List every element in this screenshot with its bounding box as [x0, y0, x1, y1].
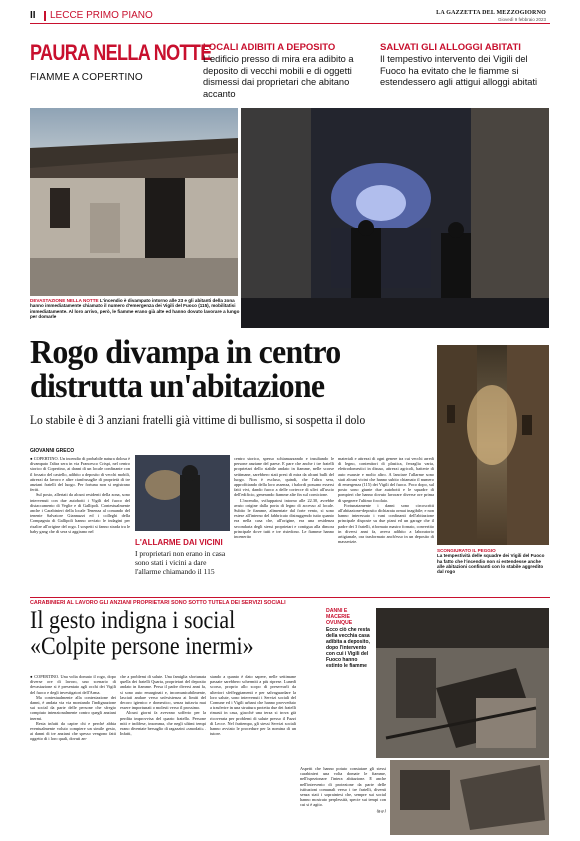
- article1-col2-p1: centro storico, spesso schiamazzando e insultando le persone anziane del paese. E pare che anche i tre fratelli proprietari dello stabile andato in fiamme, nelle scorse settimane, sarebbero stati presi di mira da alcuni bulli del luogo. Non è escluso, quindi, che l'altra sera, approfittando della loro assenza, i balordi possano essersi fatti vivi, dando fuoco a delle cortecce di ulivi all'uscio dell'edificio, generando fiamme alte fin sul cornicione.: [234, 456, 334, 498]
- article2-col1: [30, 674, 116, 742]
- box-salvati-text: Il tempestivo intervento dei Vigili del Fuoco ha evitato che le fiamme si estendessero agli attigui alloggi abitati: [380, 54, 538, 87]
- photo3-caption-text: La tempestività delle squadre dei Vigili del Fuoco ha fatto che l'incendio non si estendesse anche alle abitazioni confinanti con lo stabile aggredito dal rogo: [437, 553, 545, 575]
- section-title: LECCE PRIMO PIANO: [50, 10, 153, 21]
- article1-col1-p1: ● COPERTINO. Un incendio di probabile natura dolosa è divampato l'altra sera in via Francesco Crispi, nel centro storico di Copertino, ai danni di un locale confinante con il fossato del castello, adibito a deposito di vecchi mobili, attrezzi da lavoro e altre cianfrusaglie di proprietà di tre anziani fratelli del luogo. Per fortuna non si registrano feriti.: [30, 456, 130, 493]
- headline2: [30, 608, 370, 660]
- headline2-line1: Il gesto indigna i social: [30, 607, 236, 634]
- box-allarme: [135, 538, 230, 576]
- section-divider-line: [30, 597, 550, 598]
- photo1-caption-text: L'incendio è divampato intorno alle 23 e gli abitanti della zona hanno immediatamente chiamato il numero d'emergenza dei Vigili del Fuoco (115), mobilitatisi immediatamente. Al loro arrivo, però, le fiamme erano già alte ed hanno dovuto lavorare a lungo per domarle: [30, 298, 240, 319]
- article2-signature: (g.g.): [376, 807, 386, 813]
- kicker-subtitle: FIAMME A COPERTINO: [30, 72, 143, 83]
- rubble-bottom-illustration: [390, 760, 549, 835]
- article2-col2: [120, 674, 206, 736]
- main-deck: Lo stabile è di 3 anziani fratelli già vittime di bullismo, si sospetta il dolo: [30, 412, 366, 427]
- paper-name: LA GAZZETTA DEL MEZZOGIORNO: [436, 10, 546, 16]
- photo3-caption-label: SCONGIURATO IL PEGGIO: [437, 548, 496, 553]
- byline: GIOVANNI GRECO: [30, 448, 75, 454]
- article2-col4-p1: Aspetti che hanno potuto constatare gli stessi carabinieri una volta domate le fiamme, nell'ispezionare l'intera abitazione. E anche nell'intervento di protezione da parte delle istituzioni comunali verso i tre fratelli, diventi senza stati i sopraintesi che, sempre sui social hanno mostrato perplessità, specie sui tempi con cui si è agito.: [300, 766, 386, 808]
- night-street-illustration: [241, 108, 549, 328]
- alley-illustration: [437, 345, 549, 545]
- article2-col2-p2: Alcuni giorni fa avevano sofferto per la perdita improvvisa del quarto fratello. Persone miti e indifese, insomma, che negli ultimi tempi erano diventate bersaglio di ragazzini «smodati» . Infatti,: [120, 710, 206, 737]
- article1-col1: [30, 456, 130, 534]
- box-salvati-title: SALVATI GLI ALLOGGI ABITATI: [380, 42, 521, 53]
- article2-col1-p3: Resta infatti da capire chi e perché abbia eventualmente voluto compiere un simile gesto, ai danni di tre anziani che spesso vengono fatti oggetto di i loro quali, dovuti an-: [30, 720, 116, 742]
- box-salvati: [380, 42, 552, 89]
- main-headline-line1: Rogo divampa in centro: [30, 334, 341, 371]
- box-locali-text: L'edificio presso di mira era adibito a deposito di vecchi mobili e di oggetti dismessi dai proprietari che abitano accanto: [203, 54, 354, 99]
- article2-col3-p1: stando a quanto è dato sapere, nelle settimane passate sarebbero schermiti a più riprese. Lunedì scorso, proprio allo scopo di preservarli da ulteriori sfeffeggiamenti e per salvaguardare la loro salute, sono intervenuti i Servizi sociali del Comune ed i Vigili urbani che hanno provveduto a trasferire in una struttura protetta due dei fratelli rimasti in casa, giacché una terza si trova già ricoverata per problemi di salute presso il Fazzi di Lecce. Nel frattempo, gli stessi Servizi sociali hanno avviato le procedure per la nomina di un tutore.: [210, 674, 296, 737]
- box-locali-title: LOCALI ADIBITI A DEPOSITO: [203, 42, 336, 53]
- article1-col1-p2: Sul posto, allertati da alcuni residenti della zona, sono intervenuti con due autobotti i Vigili del fuoco del distaccamento di Veglie e di Gallipoli. Contestualmente anche i Carabinieri della locale Tenenza al comando del tenente Salvatore Giannuzzi ed i colleghi della Compagnia di Gallipoli hanno avviato le indagini per risalire all'origine del rogo. I sospetti si fanno strada tra le baby gang che di sera si aggirano nel: [30, 492, 130, 534]
- box-allarme-title: L'ALLARME DAI VICINI: [135, 538, 223, 547]
- main-headline-line2: distrutta un'abitazione: [30, 368, 325, 405]
- photo-alley-smoke: [437, 345, 549, 545]
- photo1-caption: [30, 298, 240, 319]
- article2-col3: [210, 674, 296, 736]
- article2-col1-p1: ● COPERTINO. Una volta domato il rogo, dopo diverse ore di lavoro, uno scenario di devastazione si è presentato agli occhi dei Vigili del fuoco e degli investigatori dell'Arma.: [30, 674, 116, 695]
- article1-col2-p2: L'incendio, sviluppatosi intorno alle 22.30, avrebbe avuto origine dalla porta di legno di accesso al locale. Subito le fiamme, alimentate dal forte vento, si sono estese all'interno del fabbricato distruggendo tutto quanto era nella casa che, all'origine, era una residenza secondaria degli stessi proprietari e contigua alla dimora principale dove tutti e tre risiedono. Le fiamme hanno incenerito: [234, 497, 334, 540]
- burnt-building-illustration: [30, 108, 238, 296]
- article2-col2-p1: che a problemi di salute. Una famiglia sfortunata quella dei fratelli Quarta, proprietari del deposito andato in fiamme. Persa il padre diversi anni fa, si sono auto emarginati e, incomunicabilmente, lasciati andare verso un'esistenza ai limiti del decoro igienico e domestico, senza tuttavia mai essere importunati o molesti verso il prossimo.: [120, 674, 206, 711]
- article1-col3-p2: Fortunatamente i danni sono circoscritti all'abitazione-deposito dichiarata ormai inagibile; e non hanno interessato i vani confinanti dell'abitazione principale disposte su due piani ed un garage che il padre dei 3 fratelli, riformato mastro fornaio, convertito in diversi anni fa, aveva adibito a laboratorio artigianale, ora trasformato anch'esso in un deposito di masserizie.: [338, 502, 434, 545]
- headline2-line2: «Colpite persone inermi»: [30, 633, 254, 660]
- issue-date: Giovedì 9 febbraio 2023: [497, 17, 546, 22]
- article2-col4: [300, 766, 386, 813]
- box-danni-title: DANNI E MACERIE OVUNQUE: [326, 608, 353, 626]
- masthead: [30, 10, 550, 24]
- page-number: II: [30, 10, 36, 21]
- photo-rubble-bottom: [390, 760, 549, 835]
- article1-col3-p1: materiali e attrezzi di ogni genere tra cui vecchi arredi di legno, contenitori di plastica, ferraglia varia, elettrodomestici in disuso, attrezzi agricoli, batterie di auto esauste e molto altro. A lanciare l'allarme sono stati alcuni vicini che hanno subito chiamato il numero di emergenza (115) dei Vigili del fuoco. Poco dopo, sul posto sono giunte due autobotti e le squadre di pompieri che hanno dovuto lavorare diverse ore prima di spegnere l'ultimo focolaio.: [338, 456, 434, 503]
- firefighter-illustration: [135, 455, 230, 531]
- photo-firefighter-inset: [135, 455, 230, 531]
- photo-night-firefighters: [241, 108, 549, 328]
- photo-burnt-building: [30, 108, 238, 296]
- kicker2: CARABINIERI AL LAVORO GLI ANZIANI PROPRIETARI SONO SOTTO TUTELA DEI SERVIZI SOCIALI: [30, 600, 286, 606]
- box-danni: [326, 608, 372, 669]
- photo-rubble: [376, 608, 549, 758]
- main-headline: [30, 336, 440, 404]
- article1-col3: [338, 456, 434, 544]
- box-locali: [203, 42, 373, 100]
- box-allarme-text: I proprietari non erano in casa sono stati i vicini a dare l'allarme chiamando il 115: [135, 549, 226, 576]
- rubble-illustration: [376, 608, 549, 758]
- box-danni-text: Ecco ciò che resta della vecchia casa adibita a deposito, dopo l'intervento con cui i Vigili del Fuoco hanno estinto le fiamme: [326, 627, 370, 669]
- kicker-title: PAURA NELLA NOTTE: [30, 40, 212, 65]
- section-divider: [44, 11, 46, 21]
- photo3-caption: [437, 548, 549, 574]
- article2-col1-p2: Ma contestualmente alla contestazione dei danni, è andata via via montando l'indignazione sui social da parte delle persone che sfregio compiuto intenzionalmente contro quegli anziani inermi.: [30, 694, 116, 721]
- article1-col2: [234, 456, 334, 539]
- photo1-caption-label: DEVASTAZIONE NELLA NOTTE: [30, 298, 99, 303]
